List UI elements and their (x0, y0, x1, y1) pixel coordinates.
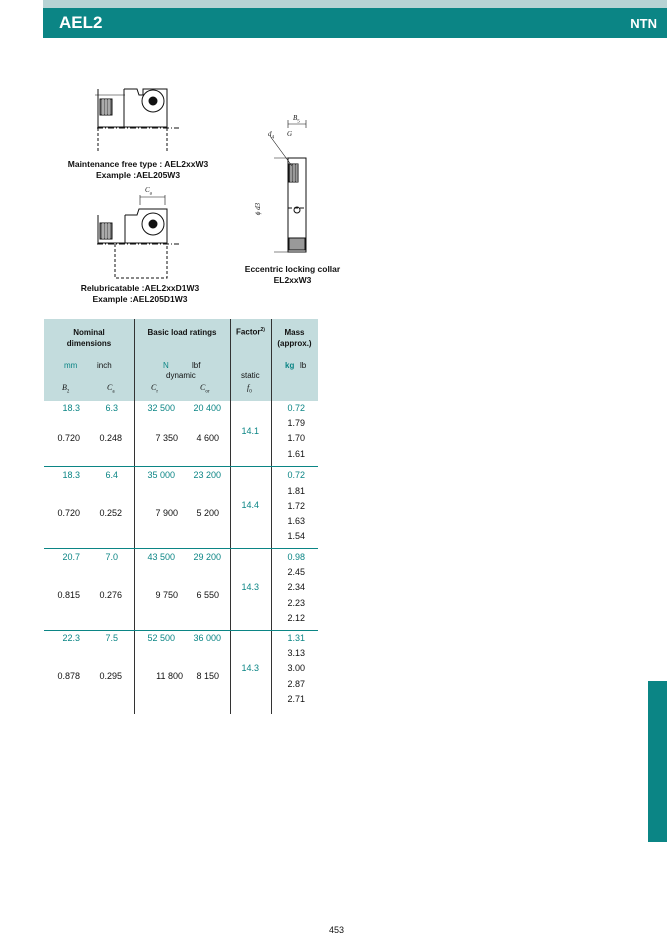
unit-kg: kg (285, 361, 295, 370)
cell-factor: 14.1 (241, 426, 259, 436)
caption-maintenance-free (58, 159, 218, 181)
caption-collar (215, 264, 370, 286)
cell-cor-lbf: 8 150 (196, 671, 219, 681)
cell-mass-lb: 1.72 (287, 501, 305, 511)
b5-label: $B_5$ (293, 114, 300, 125)
cell-factor: 14.3 (241, 582, 259, 592)
cell-c-in: 0.295 (99, 671, 122, 681)
unit-lbf: lbf (192, 361, 201, 370)
cell-c-mm: 7.5 (105, 633, 118, 643)
cell-c-in: 0.248 (99, 433, 122, 443)
cell-cr-lbf: 9 750 (155, 590, 178, 600)
cell-cr-lbf: 11 800 (156, 671, 183, 681)
caption-relubricatable (60, 283, 220, 305)
column-divider (271, 319, 272, 714)
cell-mass-lb: 1.54 (287, 531, 305, 541)
side-thumb-tab (648, 681, 667, 842)
caption-line: EL2xxW3 (273, 275, 312, 285)
header-line: (approx.) (277, 339, 312, 348)
cell-cor-lbf: 6 550 (196, 590, 219, 600)
cell-b-mm: 20.7 (62, 552, 80, 562)
cell-factor: 14.3 (241, 663, 259, 673)
cell-cr-n: 43 500 (147, 552, 175, 562)
unit-n: N (163, 361, 169, 370)
cell-mass-lb: 2.71 (287, 694, 305, 704)
group-divider (44, 630, 318, 631)
cell-mass-kg: 0.72 (287, 403, 305, 413)
symbol-f0: $f_0$ (247, 383, 252, 395)
header-bar (43, 8, 667, 38)
column-divider (134, 319, 135, 714)
header-line: Nominal (73, 328, 105, 337)
cell-mass-lb: 2.23 (287, 598, 305, 608)
symbol-cor: $C_{or}$ (200, 383, 210, 395)
cell-mass-lb: 3.13 (287, 648, 305, 658)
cell-cr-n: 32 500 (147, 403, 175, 413)
cell-b-in: 0.878 (57, 671, 80, 681)
header-line: dimensions (66, 339, 112, 348)
brand-label: NTN (630, 16, 657, 31)
cell-mass-lb: 2.12 (287, 613, 305, 623)
cell-c-mm: 6.4 (105, 470, 118, 480)
cell-c-mm: 6.3 (105, 403, 118, 413)
cell-mass-kg: 0.98 (287, 552, 305, 562)
cell-cor-n: 20 400 (193, 403, 221, 413)
cell-cr-n: 35 000 (147, 470, 175, 480)
cell-b-mm: 22.3 (62, 633, 80, 643)
cell-cor-lbf: 5 200 (196, 508, 219, 518)
cell-c-in: 0.276 (99, 590, 122, 600)
page-number: 453 (329, 925, 345, 935)
symbol-ca: $C_a$ (107, 383, 115, 395)
cell-b-mm: 18.3 (62, 470, 80, 480)
caption-line: Maintenance free type : AEL2xxW3 (67, 159, 209, 169)
header-factor: Factor$^{2)}$ (236, 327, 265, 337)
label-static: static (241, 371, 260, 380)
column-divider (230, 319, 231, 714)
d4-label: $d_4$ (268, 130, 274, 141)
collar-drawing (262, 118, 322, 258)
cell-cor-n: 29 200 (193, 552, 221, 562)
cell-cor-n: 36 000 (193, 633, 221, 643)
unit-mm: mm (64, 361, 78, 370)
cell-b-in: 0.720 (57, 433, 80, 443)
header-nominal (44, 327, 134, 349)
cell-mass-lb: 2.34 (287, 582, 305, 592)
page-title: AEL2 (59, 13, 103, 32)
cell-mass-kg: 0.72 (287, 470, 305, 480)
cell-mass-lb: 2.45 (287, 567, 305, 577)
ca-label: $C_a$ (145, 186, 152, 197)
cell-b-in: 0.815 (57, 590, 80, 600)
symbol-cr: $C_r$ (151, 383, 159, 395)
cell-b-in: 0.720 (57, 508, 80, 518)
cell-cr-lbf: 7 350 (155, 433, 178, 443)
caption-line: Relubricatable :AEL2xxD1W3 (80, 283, 200, 293)
cell-mass-lb: 1.79 (287, 418, 305, 428)
cell-b-mm: 18.3 (62, 403, 80, 413)
group-divider (44, 466, 318, 467)
cell-cr-n: 52 500 (147, 633, 175, 643)
cell-factor: 14.4 (241, 500, 259, 510)
cell-cr-lbf: 7 900 (155, 508, 178, 518)
header-line: Mass (284, 328, 305, 337)
cell-cor-lbf: 4 600 (196, 433, 219, 443)
bearing-drawing-relubricatable (95, 195, 185, 280)
cell-mass-lb: 3.00 (287, 663, 305, 673)
cell-c-in: 0.252 (99, 508, 122, 518)
caption-line: Eccentric locking collar (244, 264, 341, 274)
bearing-drawing-maintenance-free (95, 85, 185, 155)
cell-mass-lb: 1.81 (287, 486, 305, 496)
symbol-b2: $B_2$ (62, 383, 70, 395)
unit-inch: inch (97, 361, 112, 370)
caption-line: Example :AEL205D1W3 (92, 294, 188, 304)
top-accent-bar (43, 0, 667, 8)
cell-mass-lb: 2.87 (287, 679, 305, 689)
cell-mass-lb: 1.70 (287, 433, 305, 443)
cell-cor-n: 23 200 (193, 470, 221, 480)
cell-c-mm: 7.0 (105, 552, 118, 562)
caption-line: Example :AEL205W3 (95, 170, 181, 180)
cell-mass-lb: 1.63 (287, 516, 305, 526)
label-dynamic: dynamic (166, 371, 196, 380)
cell-mass-lb: 1.61 (287, 449, 305, 459)
d3-label: ϕ d3 (254, 202, 263, 216)
group-divider (44, 548, 318, 549)
g-label: G (287, 130, 293, 138)
header-mass (271, 327, 318, 349)
unit-lb: lb (300, 361, 307, 370)
cell-mass-kg: 1.31 (287, 633, 305, 643)
header-basic-load: Basic load ratings (147, 328, 217, 337)
